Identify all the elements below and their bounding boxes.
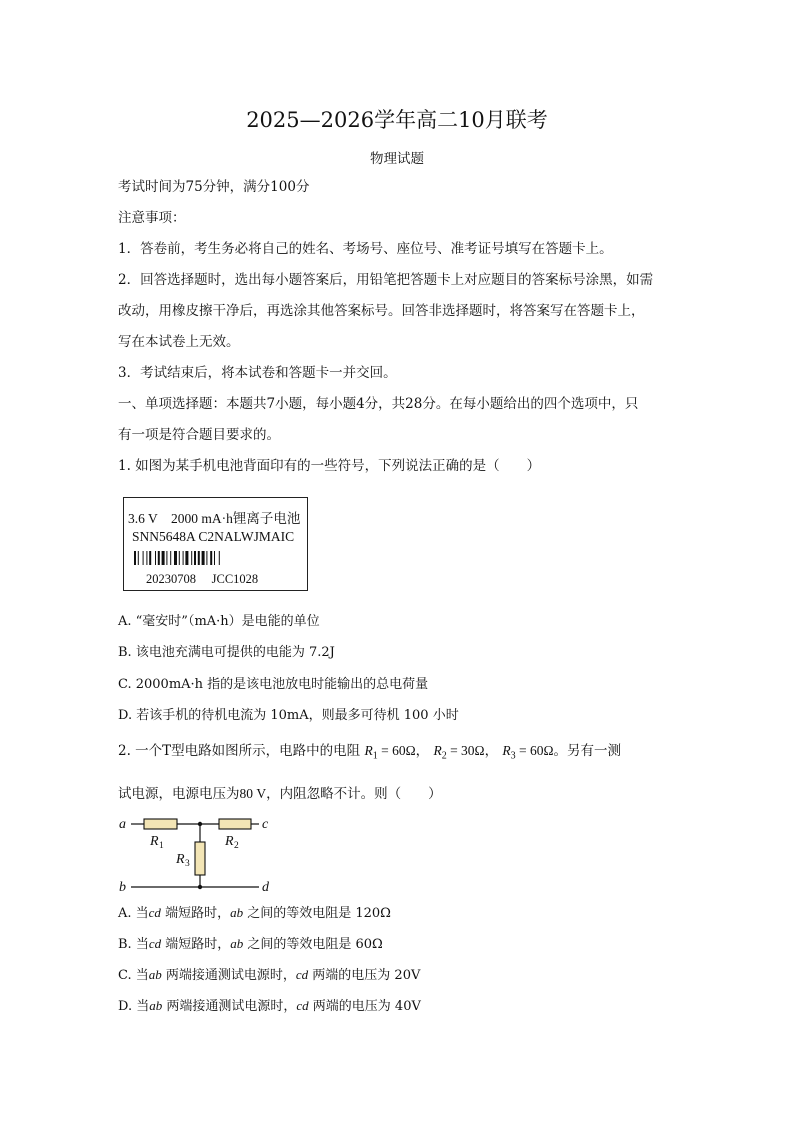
option-a-suffix: 之间的等效电阻是 120Ω — [243, 906, 391, 921]
option-d-prefix: D. 当 — [118, 999, 150, 1014]
notice-item-1: 1．答卷前，考生务必将自己的姓名、考场号、座位号、准考证号填写在答题卡上。 — [118, 241, 613, 257]
resistor-r3 — [195, 842, 205, 875]
r1-label: R — [150, 834, 159, 849]
question-1-option-c: C. 2000mA·h 指的是该电池放电时能输出的总电荷量 — [118, 677, 429, 692]
r1-label-subscript: 1 — [159, 841, 164, 851]
r3-symbol: R — [502, 743, 511, 758]
battery-label-line-3: 20230708 JCC1028 — [146, 572, 259, 586]
question-1-option-a: A. “毫安时”（mA·h）是电能的单位 — [118, 614, 320, 629]
battery-label-line-1: 3.6 V 2000 mA·h锂离子电池 — [128, 511, 301, 526]
junction-top — [198, 822, 202, 826]
option-a-var-1: cd — [148, 905, 161, 920]
battery-label-line-2: SNN5648A C2NALWJMAIC — [132, 529, 295, 544]
option-b-suffix: 之间的等效电阻是 60Ω — [243, 937, 383, 952]
question-2-option-b — [118, 935, 383, 954]
option-d-suffix: 两端的电压为 40V — [308, 999, 421, 1014]
question-2-stem-line-1 — [118, 742, 621, 766]
source-voltage: 80 V — [239, 786, 267, 801]
option-c-var-2: cd — [295, 967, 309, 982]
r2-subscript: 2 — [441, 750, 447, 762]
notice-item-2-line-2: 改动，用橡皮擦干净后，再选涂其他答案标号。回答非选择题时，将答案写在答题卡上， — [118, 303, 645, 319]
exam-title: 2025—2026学年高二10月联考 — [246, 108, 548, 132]
question-2-stem-prefix: 2. 一个T型电路如图所示，电路中的电阻 — [118, 743, 361, 759]
question-1-stem: 1. 如图为某手机电池背面印有的一些符号，下列说法正确的是（ ） — [118, 458, 541, 474]
r1-value: = 60Ω — [377, 743, 416, 758]
r3-label: R — [176, 852, 185, 867]
question-2-option-c — [118, 966, 420, 985]
notice-item-2-line-3: 写在本试卷上无效。 — [118, 334, 240, 350]
separator-1: ， — [415, 743, 430, 759]
r2-label-subscript: 2 — [234, 841, 239, 851]
option-b-prefix: B. 当 — [118, 937, 149, 952]
option-d-var-1: ab — [149, 998, 163, 1013]
terminal-d-label: d — [262, 880, 269, 895]
question-2-stem-end: 。另有一测 — [553, 743, 622, 759]
r2-label: R — [225, 834, 234, 849]
option-c-var-1: ab — [148, 967, 162, 982]
option-c-prefix: C. 当 — [118, 968, 149, 983]
terminal-b-label: b — [119, 880, 126, 895]
question-2-line-2-suffix: ，内阻忽略不计。则（ ） — [266, 786, 442, 802]
terminal-c-label: c — [262, 817, 269, 832]
notice-heading: 注意事项： — [118, 210, 186, 226]
r1-subscript: 1 — [372, 750, 378, 762]
junction-bottom — [198, 885, 202, 889]
option-c-suffix: 两端的电压为 20V — [308, 968, 421, 983]
resistor-r1 — [144, 819, 177, 829]
question-1-option-d: D. 若该手机的待机电流为 10mA，则最多可待机 100 小时 — [118, 708, 459, 723]
question-2-option-d — [118, 997, 421, 1016]
battery-label-figure — [123, 497, 308, 591]
r2-value: = 30Ω — [446, 743, 485, 758]
r1-symbol: R — [364, 743, 373, 758]
r3-subscript: 3 — [510, 750, 516, 762]
option-b-var-2: ab — [230, 936, 244, 951]
option-b-middle: 端短路时， — [161, 937, 231, 952]
separator-2: ， — [484, 743, 499, 759]
notice-item-2-line-1: 2．回答选择题时，选出每小题答案后，用铅笔把答题卡上对应题目的答案标号涂黑，如需 — [118, 272, 654, 288]
r2-symbol: R — [433, 743, 442, 758]
option-a-var-2: ab — [230, 905, 244, 920]
question-2-option-a — [118, 904, 391, 923]
option-a-middle: 端短路时， — [160, 906, 231, 921]
exam-time-line: 考试时间为75分钟，满分100分 — [118, 179, 310, 195]
option-a-prefix: A. 当 — [118, 906, 149, 921]
question-2-stem-line-2 — [118, 785, 442, 803]
option-c-middle: 两端接通测试电源时， — [161, 968, 296, 983]
question-1-option-b: B. 该电池充满电可提供的电能为 7.2J — [118, 645, 335, 660]
option-d-middle: 两端接通测试电源时， — [162, 999, 297, 1014]
t-circuit-diagram — [114, 810, 284, 896]
exam-subtitle: 物理试题 — [370, 151, 424, 167]
r3-value: = 60Ω — [515, 743, 554, 758]
option-d-var-2: cd — [296, 998, 309, 1013]
question-2-line-2-prefix: 试电源，电源电压为 — [118, 786, 240, 802]
resistor-r2 — [219, 819, 251, 829]
r3-label-subscript: 3 — [185, 859, 190, 869]
notice-item-3: 3．考试结束后，将本试卷和答题卡一并交回。 — [118, 365, 397, 381]
section-heading-line-2: 有一项是符合题目要求的。 — [118, 427, 280, 443]
terminal-a-label: a — [119, 817, 126, 832]
option-b-var-1: cd — [148, 936, 162, 951]
barcode-icon — [134, 551, 300, 565]
section-heading-line-1: 一、单项选择题：本题共7小题，每小题4分，共28分。在每小题给出的四个选项中，只 — [118, 396, 639, 412]
